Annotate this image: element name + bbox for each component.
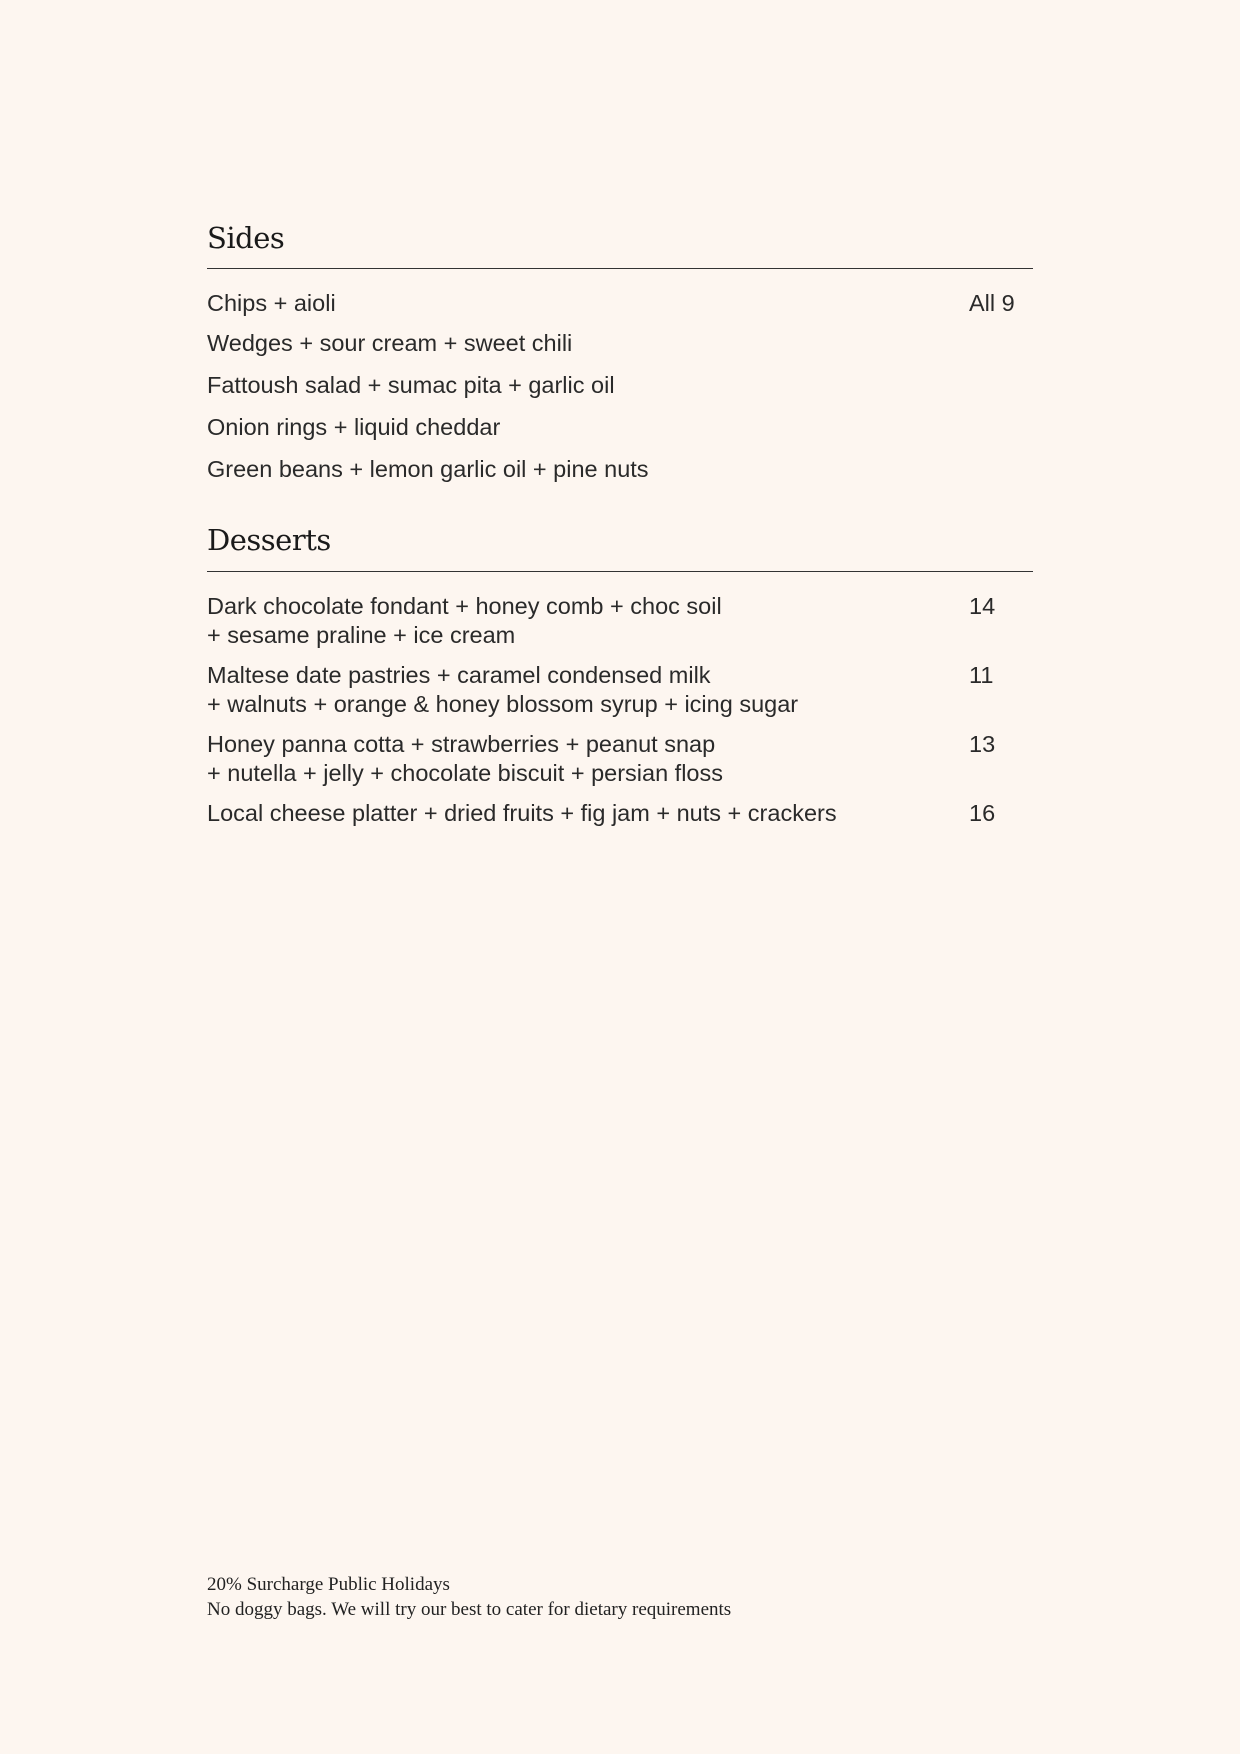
menu-item — [207, 799, 1033, 828]
menu-item-name: Wedges + sour cream + sweet chili — [207, 330, 573, 356]
menu-page — [207, 0, 1033, 1754]
menu-item-price: 13 — [969, 731, 996, 757]
menu-item — [207, 455, 1033, 484]
menu-item — [207, 329, 1033, 358]
menu-item — [207, 592, 1033, 650]
menu-item-name: Dark chocolate fondant + honey comb + choc soil — [207, 593, 722, 619]
menu-item — [207, 661, 1033, 719]
desserts-divider — [207, 571, 1033, 572]
menu-item — [207, 730, 1033, 788]
menu-item — [207, 413, 1033, 442]
desserts-list — [207, 592, 1033, 839]
sides-divider — [207, 268, 1033, 269]
menu-item-price: All 9 — [969, 290, 1015, 316]
menu-item-name: Maltese date pastries + caramel condensed milk — [207, 662, 711, 688]
menu-item-name: Chips + aioli — [207, 290, 336, 316]
menu-item-name: Local cheese platter + dried fruits + fig jam + nuts + crackers — [207, 800, 837, 826]
menu-item — [207, 289, 1033, 318]
sides-list — [207, 289, 1033, 497]
menu-item — [207, 371, 1033, 400]
menu-item-name: Honey panna cotta + strawberries + peanut snap — [207, 731, 716, 757]
menu-item-name: Onion rings + liquid cheddar — [207, 414, 501, 440]
menu-footer — [207, 1572, 731, 1622]
menu-item-price: 14 — [969, 593, 996, 619]
menu-item-price: 16 — [969, 800, 996, 826]
menu-item-name-continued: + sesame praline + ice cream — [207, 622, 516, 648]
menu-item-name: Green beans + lemon garlic oil + pine nuts — [207, 456, 649, 482]
menu-item-name: Fattoush salad + sumac pita + garlic oil — [207, 372, 615, 398]
sides-heading: Sides — [207, 221, 285, 255]
dietary-note: No doggy bags. We will try our best to cater for dietary requirements — [207, 1599, 732, 1620]
menu-item-name-continued: + walnuts + orange & honey blossom syrup + icing sugar — [207, 691, 799, 717]
menu-item-name-continued: + nutella + jelly + chocolate biscuit + persian floss — [207, 760, 723, 786]
menu-item-price: 11 — [969, 662, 994, 688]
desserts-heading: Desserts — [207, 523, 331, 557]
surcharge-note: 20% Surcharge Public Holidays — [207, 1574, 450, 1595]
